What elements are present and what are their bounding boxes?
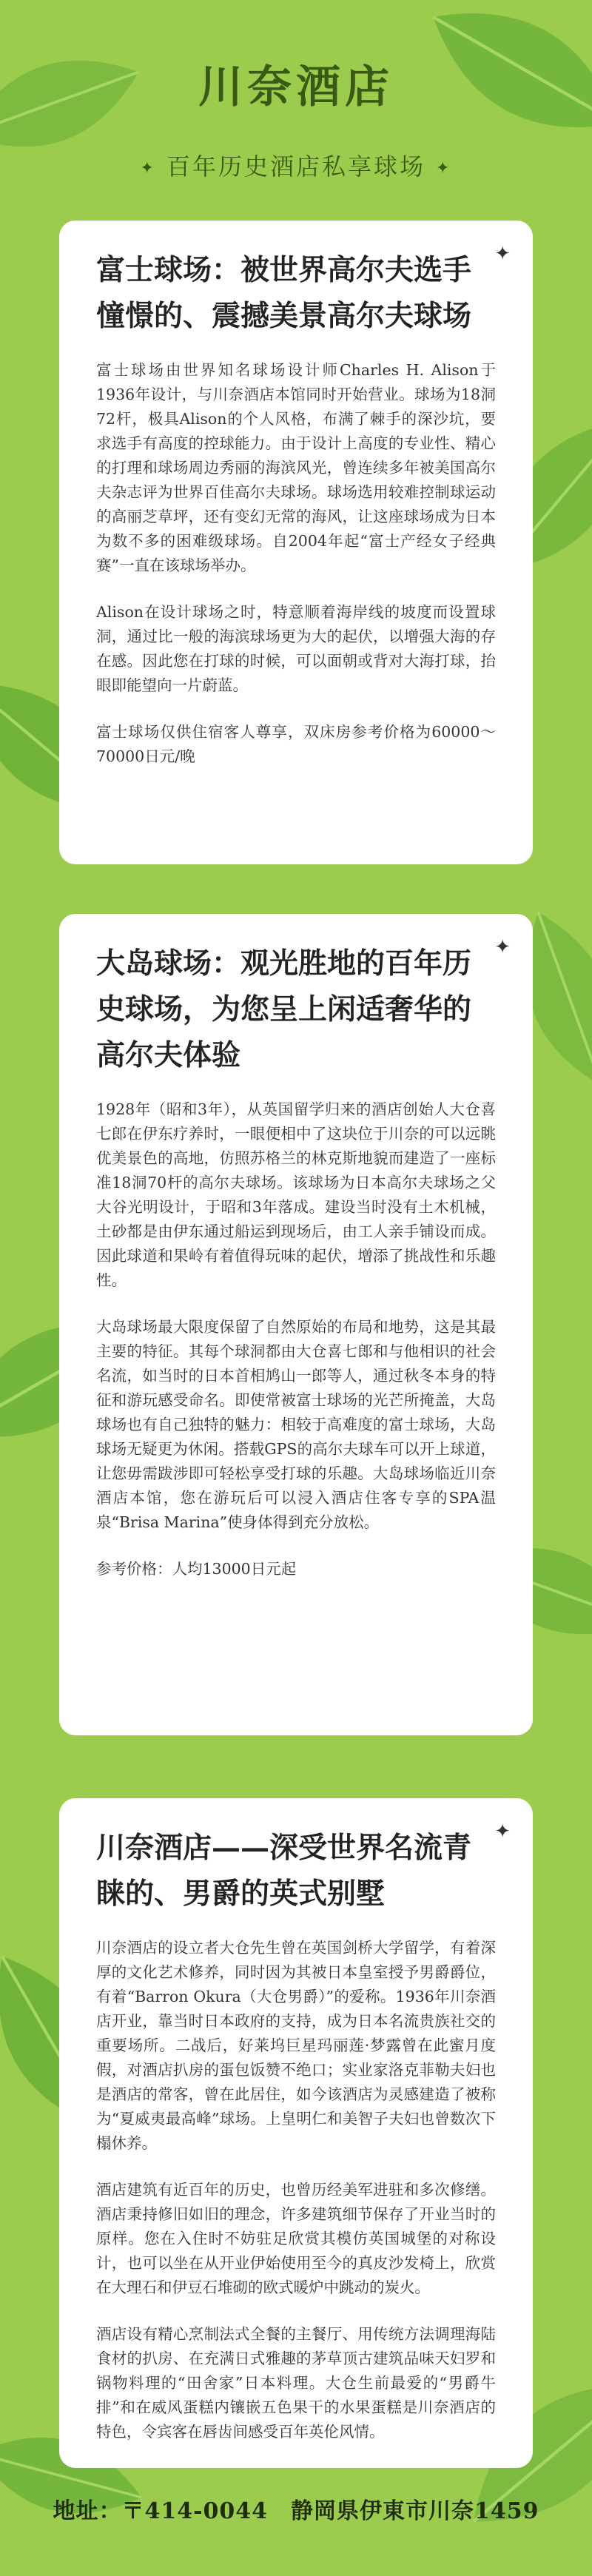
- card-paragraph: 大岛球场最大限度保留了自然原始的布局和地势，这是其最主要的特征。其每个球洞都由大仓喜七郎和与他相识的社会名流，如当时的日本首相鸠山一郎等人，通过秋冬本身的特征和游玩感受命名。即使常被富士球场的光芒所掩盖，大岛球场也有自己独特的魅力：相较于高难度的富士球场，大岛球场无疑更为休闲。搭载GPS的高尔夫球车可以开上球道，让您毋需跋涉即可轻松享受打球的乐趣。大岛球场临近川奈酒店本馆，您在游玩后可以浸入酒店住客专享的SPA温泉“Brisa Marina”使身体得到充分放松。: [96, 1318, 496, 1531]
- card-heading: 川奈酒店——深受世界名流青睐的、男爵的英式别墅: [96, 1831, 472, 1911]
- card-kawana-hotel: [59, 1798, 533, 2468]
- page-title: 川奈酒店: [198, 61, 394, 113]
- star-icon: ✦: [494, 936, 511, 958]
- sparkle-icon: ✦: [436, 159, 452, 178]
- card-heading: 富士球场：被世界高尔夫选手憧憬的、震撼美景高尔夫球场: [96, 253, 472, 333]
- card-paragraph: 酒店设有精心烹制法式全餐的主餐厅、用传统方法调理海陆食材的扒房、在充满日式雅趣的茅草顶古建筑品味天妇罗和锅物料理的“田舍家”日本料理。大仓生前最爱的“男爵牛排”和在威风蛋糕内镶嵌五色果干的水果蛋糕是川奈酒店的特色，令宾客在唇齿间感受百年英伦风情。: [96, 2325, 496, 2441]
- card-paragraph: 富士球场由世界知名球场设计师Charles H. Alison于1936年设计，与川奈酒店本馆同时开始营业。球场为18洞72杆，极具Alison的个人风格，布满了棘手的深沙坑，要求选手有高度的控球能力。由于设计上高度的专业性、精心的打理和球场周边秀丽的海滨风光，曾连续多年被美国高尔夫杂志评为世界百佳高尔夫球场。球场选用较难控制球运动的高丽芝草坪，还有变幻无常的海风，让这座球场成为日本为数不多的困难级球场。自2004年起“富士产经女子经典赛”一直在该球场举办。: [96, 361, 496, 574]
- star-icon: ✦: [494, 243, 511, 265]
- card-oshima-course: [59, 914, 533, 1735]
- card-paragraph: 富士球场仅供住宿客人尊享，双床房参考价格为60000～70000日元/晚: [96, 723, 496, 765]
- card-paragraph: 酒店建筑有近百年的历史，也曾历经美军进驻和多次修缮。酒店秉持修旧如旧的理念，许多建筑细节保存了开业当时的原样。您在入住时不妨驻足欣赏其模仿英国城堡的对称设计，也可以坐在从开业伊始使用至今的真皮沙发椅上，欣赏在大理石和伊豆石堆砌的欧式暖炉中跳动的炭火。: [96, 2181, 496, 2296]
- page-subtitle: [0, 148, 592, 182]
- card-heading: 大岛球场：观光胜地的百年历史球场，为您呈上闲适奢华的高尔夫体验: [96, 946, 472, 1072]
- card-fuji-course: [59, 221, 533, 864]
- card-paragraph: Alison在设计球场之时，特意顺着海岸线的坡度而设置球洞，通过比一般的海滨球场更为大的起伏，以增强大海的存在感。因此您在打球的时候，可以面朝或背对大海打球，抬眼即能望向一片蔚蓝。: [96, 603, 496, 694]
- star-icon: ✦: [494, 1820, 511, 1843]
- card-paragraph: 参考价格：人均13000日元起: [96, 1560, 297, 1578]
- sparkle-icon: ✦: [140, 159, 156, 178]
- footer-address: 地址：〒414-0044 静岡県伊東市川奈1459: [53, 2498, 539, 2524]
- subtitle-text: 百年历史酒店私享球场: [166, 152, 426, 181]
- card-paragraph: 川奈酒店的设立者大仓先生曾在英国剑桥大学留学，有着深厚的文化艺术修养，同时因为其被日本皇室授予男爵爵位，有着“Barron Okura（大仓男爵）”的爱称。1936年川奈酒店开业，靠当时日本政府的支持，成为日本名流贵族社交的重要场所。二战后，好莱坞巨星玛丽莲·梦露曾在此蜜月度假，对酒店扒房的蛋包饭赞不绝口；实业家洛克菲勒夫妇也是酒店的常客，曾在此居住，如今该酒店为灵感建造了被称为“夏威夷最高峰”球场。上皇明仁和美智子夫妇也曾数次下榻休养。: [96, 1939, 496, 2152]
- card-paragraph: 1928年（昭和3年），从英国留学归来的酒店创始人大仓喜七郎在伊东疗养时，一眼便相中了这块位于川奈的可以远眺优美景色的高地，仿照苏格兰的林克斯地貌而建造了一座标准18洞70杆的高尔夫球场。该球场为日本高尔夫球场之父大谷光明设计，于昭和3年落成。建设当时没有土木机械，土砂都是由伊东通过船运到现场后，由工人亲手铺设而成。因此球道和果岭有着值得玩味的起伏，增添了挑战性和乐趣性。: [96, 1100, 496, 1289]
